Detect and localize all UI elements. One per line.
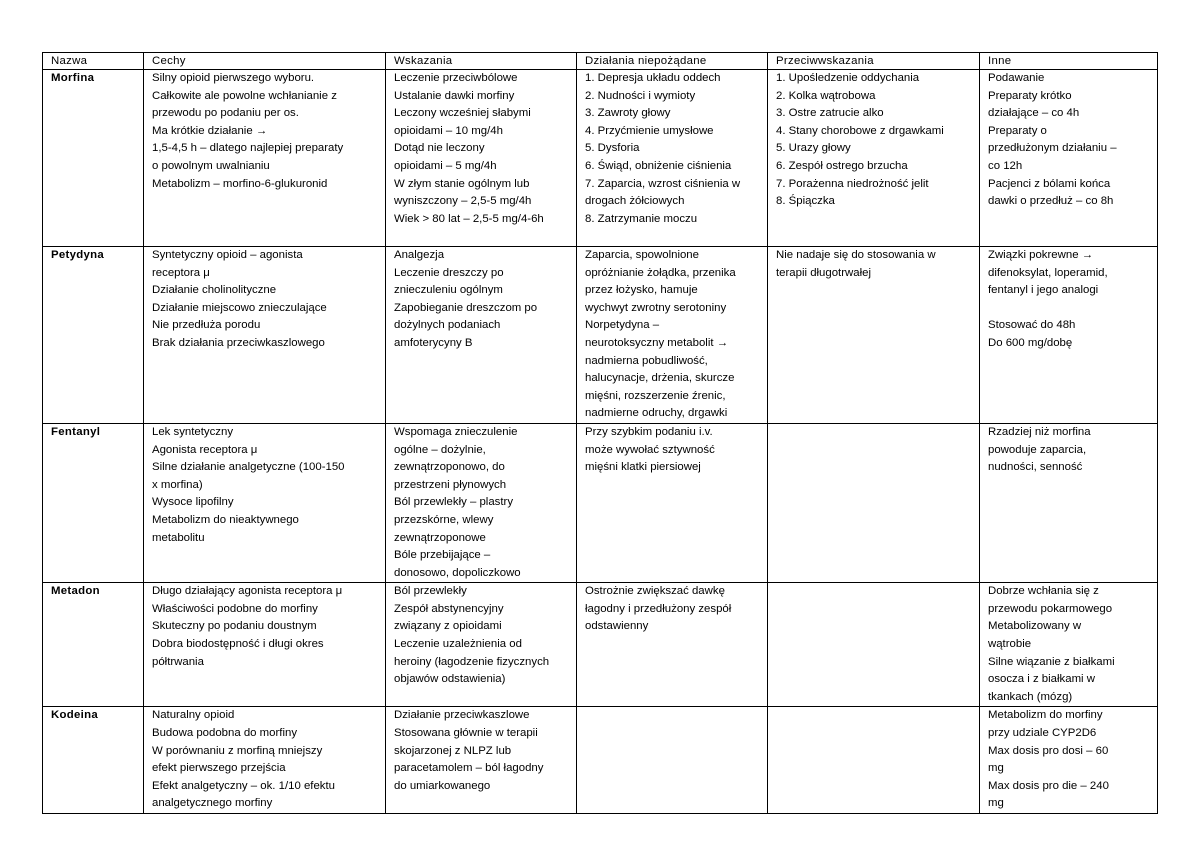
cell-line: W porównaniu z morfiną mniejszy [152, 744, 323, 757]
cell-line: Ostrożnie zwiększać dawkę [585, 585, 725, 598]
cell-line: Nie przedłuża porodu [152, 319, 261, 332]
przeciwwskazania-cell [768, 423, 980, 582]
cell-line: 3. Zawroty głowy [585, 107, 671, 120]
cell-line: Działanie przeciwkaszlowe [394, 709, 530, 722]
cell-line: wątrobie [988, 638, 1032, 651]
cell-line: fentanyl i jego analogi [988, 284, 1099, 297]
drug-name: Morfina [43, 70, 144, 247]
cell-line: wyniszczony – 2,5-5 mg/4h [394, 195, 532, 208]
cell-line: Właściwości podobne do morfiny [152, 602, 318, 615]
cell-line: Rzadziej niż morfina [988, 425, 1091, 438]
cell-line: Ból przewlekły [394, 585, 467, 598]
cechy-cell [144, 583, 386, 707]
cell-line: przewodu po podaniu per os. [152, 107, 299, 120]
cell-line: Preparaty o [988, 124, 1047, 137]
cell-line: difenoksylat, loperamid, [988, 266, 1108, 279]
cell-line: Preparaty krótko [988, 89, 1072, 102]
cell-line: Stosowana głównie w terapii [394, 727, 538, 740]
cell-line: Metabolizm – morfino-6-glukuronid [152, 177, 328, 190]
cell-line: 1. Depresja układu oddech [585, 72, 721, 84]
cell-line: Efekt analgetyczny – ok. 1/10 efektu [152, 779, 335, 792]
przeciwwskazania-cell [768, 247, 980, 424]
cell-line: x morfina) [152, 478, 203, 491]
cell-line: Podawanie [988, 72, 1045, 84]
cell-line: 4. Przyćmienie umysłowe [585, 124, 714, 137]
cell-line: opioidami – 10 mg/4h [394, 124, 503, 137]
cell-line: co 12h [988, 159, 1023, 172]
cell-line: Zespół abstynencyjny [394, 602, 504, 615]
table-row [43, 707, 1158, 814]
cell-line: 5. Urazy głowy [776, 142, 851, 155]
inne-cell [980, 70, 1158, 247]
cell-line: Stosować do 48h [988, 319, 1076, 332]
cell-line: przestrzeni płynowych [394, 478, 507, 491]
cell-line: 1. Upośledzenie oddychania [776, 72, 920, 84]
cell-line: Przy szybkim podaniu i.v. [585, 425, 713, 438]
przeciwwskazania-cell [768, 707, 980, 814]
cell-line: wychwyt zwrotny serotoniny [585, 301, 727, 314]
cell-line: nadmierne odruchy, drgawki [585, 407, 728, 420]
cell-line: 6. Zespół ostrego brzucha [776, 159, 908, 172]
cell-line: zewnątrzoponowe [394, 531, 486, 544]
wskazania-cell [386, 70, 577, 247]
cechy-cell [144, 707, 386, 814]
cell-line: mg [988, 762, 1004, 775]
cell-line: przewodu pokarmowego [988, 602, 1113, 615]
drug-comparison-table [42, 52, 1158, 814]
cell-line: Metabolizm do nieaktywnego [152, 513, 299, 526]
cechy-cell [144, 423, 386, 582]
table-row [43, 583, 1158, 707]
cell-line: amfoterycyny B [394, 336, 473, 349]
cell-line: Ustalanie dawki morfiny [394, 89, 515, 102]
cell-line: Leczenie dreszczy po [394, 266, 504, 279]
cell-line: dożylnych podaniach [394, 319, 501, 332]
cell-line: Brak działania przeciwkaszlowego [152, 336, 325, 349]
cell-line: Do 600 mg/dobę [988, 336, 1073, 349]
cell-line: mięśni klatki piersiowej [585, 461, 701, 474]
cell-line: objawów odstawienia) [394, 673, 506, 686]
cell-line: Max dosis pro dosi – 60 [988, 744, 1109, 757]
cell-line: 5. Dysforia [585, 142, 640, 155]
header-nazwa: Nazwa [43, 53, 144, 70]
przeciwwskazania-cell [768, 583, 980, 707]
inne-cell [980, 423, 1158, 582]
cell-line: do umiarkowanego [394, 779, 491, 792]
cell-line: Zaparcia, spowolnione [585, 249, 699, 261]
table-row [43, 423, 1158, 582]
inne-cell [980, 707, 1158, 814]
drug-name: Petydyna [43, 247, 144, 424]
header-przeciwwskazania: Przeciwwskazania [768, 53, 980, 70]
cell-line: Silne wiązanie z białkami [988, 655, 1115, 668]
cell-line: Analgezja [394, 249, 445, 261]
cell-line: Norpetydyna – [585, 319, 660, 332]
cell-line: łagodny i przedłużony zespół [585, 602, 732, 615]
cell-line: donosowo, dopoliczkowo [394, 566, 521, 579]
cell-line: opróżnianie żołądka, przenika [585, 266, 736, 279]
cell-line: mg [988, 797, 1004, 810]
cell-line: Wiek > 80 lat – 2,5-5 mg/4-6h [394, 212, 544, 225]
cell-line: związany z opioidami [394, 620, 502, 633]
cell-line: Budowa podobna do morfiny [152, 727, 298, 740]
cell-line: przedłużonym działaniu – [988, 142, 1117, 155]
wskazania-cell [386, 583, 577, 707]
header-inne: Inne [980, 53, 1158, 70]
cell-line: Wysoce lipofilny [152, 496, 234, 509]
cell-line: 8. Zatrzymanie moczu [585, 212, 698, 225]
cell-line: terapii długotrwałej [776, 266, 871, 279]
cell-line: powoduje zaparcia, [988, 443, 1087, 456]
header-row [43, 53, 1158, 70]
dzialania-cell [577, 70, 768, 247]
cell-line: Metabolizm do morfiny [988, 709, 1103, 722]
wskazania-cell [386, 423, 577, 582]
wskazania-cell [386, 707, 577, 814]
cell-line: Pacjenci z bólami końca [988, 177, 1111, 190]
dzialania-cell [577, 583, 768, 707]
cell-line: nudności, senność [988, 461, 1083, 474]
cell-line: nadmierna pobudliwość, [585, 354, 708, 367]
cell-line: Agonista receptora μ [152, 443, 258, 456]
cell-line: przy udziale CYP2D6 [988, 727, 1097, 740]
cell-line: efekt pierwszego przejścia [152, 762, 286, 775]
table-row [43, 70, 1158, 247]
cell-line: przezskórne, wlewy [394, 513, 494, 526]
cell-line: półtrwania [152, 655, 204, 668]
cell-line: neurotoksyczny metabolit → [585, 336, 729, 349]
cell-line: Nie nadaje się do stosowania w [776, 249, 936, 261]
cell-line: Dobrze wchłania się z [988, 585, 1099, 598]
header-wskazania: Wskazania [386, 53, 577, 70]
dzialania-cell [577, 707, 768, 814]
cell-line: Silne działanie analgetyczne (100-150 [152, 461, 345, 474]
cell-line: znieczuleniu ogólnym [394, 284, 503, 297]
cell-line: Dotąd nie leczony [394, 142, 485, 155]
cell-line: Związki pokrewne → [988, 249, 1094, 261]
cell-line: Działanie cholinolityczne [152, 284, 277, 297]
cell-line: Leczenie uzależnienia od [394, 638, 522, 651]
cell-line [988, 300, 1154, 318]
cell-line: Ból przewlekły – plastry [394, 496, 514, 509]
cell-line: W złym stanie ogólnym lub [394, 177, 530, 190]
cell-line: metabolitu [152, 531, 205, 544]
cell-line: paracetamolem – ból łagodny [394, 762, 544, 775]
cell-line: halucynacje, drżenia, skurcze [585, 372, 735, 385]
cell-line: Zapobieganie dreszczom po [394, 301, 538, 314]
cell-line: odstawienny [585, 620, 649, 633]
header-cechy: Cechy [144, 53, 386, 70]
wskazania-cell [386, 247, 577, 424]
cell-line: 4. Stany chorobowe z drgawkami [776, 124, 944, 137]
cell-line: Całkowite ale powolne wchłanianie z [152, 89, 337, 102]
cell-line: Silny opioid pierwszego wyboru. [152, 72, 315, 84]
cell-line: Metabolizowany w [988, 620, 1082, 633]
drug-name: Fentanyl [43, 423, 144, 582]
cell-line: tkankach (mózg) [988, 690, 1073, 703]
cell-line: Lek syntetyczny [152, 425, 234, 438]
cell-line: 2. Kolka wątrobowa [776, 89, 876, 102]
cell-line: skojarzonej z NLPZ lub [394, 744, 512, 757]
cell-line: Max dosis pro die – 240 [988, 779, 1109, 792]
cell-line: Dobra biodostępność i długi okres [152, 638, 324, 651]
cell-line: o powolnym uwalnianiu [152, 159, 270, 172]
cechy-cell [144, 70, 386, 247]
cell-line: Działanie miejscowo znieczulające [152, 301, 327, 314]
cell-line: przez łożysko, hamuje [585, 284, 698, 297]
cell-line: Leczenie przeciwbólowe [394, 72, 518, 84]
dzialania-cell [577, 423, 768, 582]
drug-name: Kodeina [43, 707, 144, 814]
cell-line: 7. Porażenna niedrożność jelit [776, 177, 929, 190]
cell-line: opioidami – 5 mg/4h [394, 159, 497, 172]
cell-line: 7. Zaparcia, wzrost ciśnienia w [585, 177, 741, 190]
inne-cell [980, 247, 1158, 424]
cell-line: drogach żółciowych [585, 195, 685, 208]
cechy-cell [144, 247, 386, 424]
dzialania-cell [577, 247, 768, 424]
cell-line: Skuteczny po podaniu doustnym [152, 620, 317, 633]
inne-cell [980, 583, 1158, 707]
drug-name: Metadon [43, 583, 144, 707]
header-dzialania-niepozadane: Działania niepożądane [577, 53, 768, 70]
cell-line: heroiny (łagodzenie fizycznych [394, 655, 550, 668]
cell-line: Leczony wcześniej słabymi [394, 107, 531, 120]
cell-line: 8. Śpiączka [776, 195, 835, 208]
cell-line: zewnątrzoponowo, do [394, 461, 505, 474]
cell-line: Wspomaga znieczulenie [394, 425, 518, 438]
cell-line: Syntetyczny opioid – agonista [152, 249, 303, 261]
cell-line: Naturalny opioid [152, 709, 235, 722]
cell-line: działające – co 4h [988, 107, 1080, 120]
cell-line: analgetycznego morfiny [152, 797, 273, 810]
cell-line: receptora μ [152, 266, 210, 279]
cell-line: 2. Nudności i wymioty [585, 89, 696, 102]
table-row [43, 247, 1158, 424]
cell-line: Długo działający agonista receptora μ [152, 585, 343, 598]
cell-line: 3. Ostre zatrucie alko [776, 107, 884, 120]
cell-line: mięśni, rozszerzenie źrenic, [585, 389, 726, 402]
cell-line: dawki o przedłuż – co 8h [988, 195, 1114, 208]
cell-line: 1,5-4,5 h – dlatego najlepiej preparaty [152, 142, 344, 155]
przeciwwskazania-cell [768, 70, 980, 247]
cell-line: osocza i z białkami w [988, 673, 1095, 686]
cell-line: Bóle przebijające – [394, 549, 491, 562]
cell-line: może wywołać sztywność [585, 443, 715, 456]
cell-line: Ma krótkie działanie → [152, 124, 268, 137]
cell-line: 6. Świąd, obniżenie ciśnienia [585, 159, 732, 172]
cell-line: ogólne – dożylnie, [394, 443, 486, 456]
